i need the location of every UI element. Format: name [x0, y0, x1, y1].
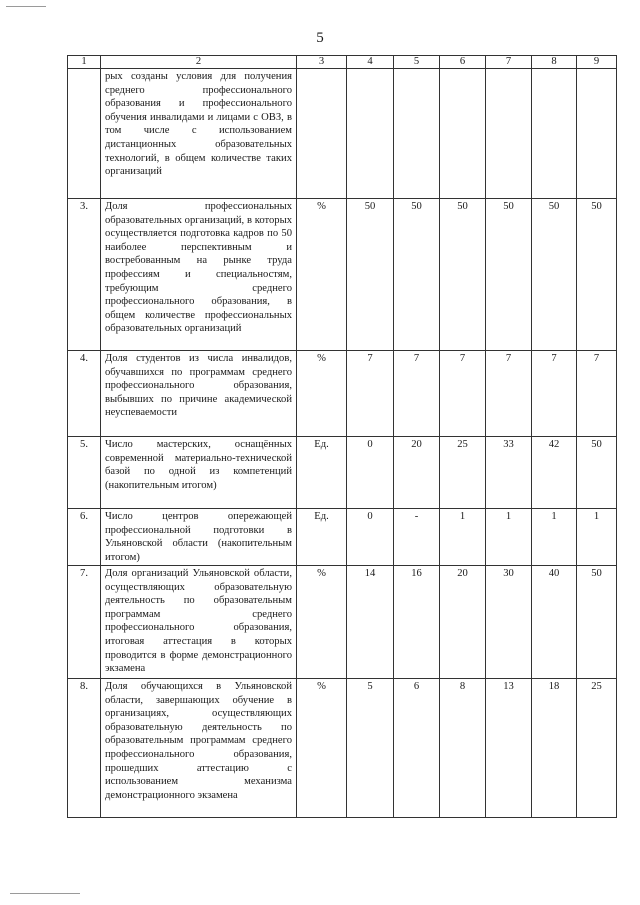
- row-number-cell: 7.: [68, 566, 101, 679]
- value-cell: 18: [532, 679, 577, 818]
- value-cell: 7: [440, 351, 486, 437]
- unit-cell: %: [297, 566, 347, 679]
- indicator-text-cell: Доля обучающихся в Ульяновской области, завершающих обучение в организациях, осуществляющих образовательную деятельность по образовательным программам среднего профессионального образования, прошедших аттестацию с использованием механизма демонстрационного экзамена: [101, 679, 297, 818]
- value-cell: 25: [440, 437, 486, 509]
- value-cell: 7: [486, 351, 532, 437]
- header-cell: 6: [440, 56, 486, 69]
- table-row: [68, 69, 617, 199]
- indicator-text-cell: рых созданы условия для получения среднего профессионального образования и профессионального обучения инвалидами и лицами с ОВЗ, в том числе с использованием дистанционных образовательных технологий, в общем количестве таких организаций: [101, 69, 297, 199]
- value-cell: 16: [394, 566, 440, 679]
- row-number-cell: 4.: [68, 351, 101, 437]
- value-cell: 14: [347, 566, 394, 679]
- header-cell: 4: [347, 56, 394, 69]
- value-cell: 42: [532, 437, 577, 509]
- value-cell: 20: [440, 566, 486, 679]
- header-cell: 2: [101, 56, 297, 69]
- indicator-text-cell: Доля организаций Ульяновской области, осуществляющих образовательную деятельность по образовательным программам среднего профессионального образования, итоговая аттестация в которых проводится в форме демонстрационного экзамена: [101, 566, 297, 679]
- unit-cell: Ед.: [297, 437, 347, 509]
- value-cell: 13: [486, 679, 532, 818]
- value-cell: 50: [440, 199, 486, 351]
- table-row: [68, 509, 617, 566]
- header-cell: 8: [532, 56, 577, 69]
- unit-cell: [297, 69, 347, 199]
- header-cell: 3: [297, 56, 347, 69]
- table-row: [68, 199, 617, 351]
- value-cell: [486, 69, 532, 199]
- table-row: [68, 351, 617, 437]
- value-cell: -: [394, 509, 440, 566]
- indicator-text-cell: Доля профессиональных образовательных организаций, в которых осуществляется подготовка кадров по 50 наиболее перспективным и востребованным на рынке труда профессиям и специальностям, требующим среднего профессионального образования, в общем количестве профессиональных образовательных организаций: [101, 199, 297, 351]
- table-row: [68, 437, 617, 509]
- value-cell: 50: [347, 199, 394, 351]
- unit-cell: %: [297, 679, 347, 818]
- value-cell: 5: [347, 679, 394, 818]
- value-cell: [532, 69, 577, 199]
- value-cell: 50: [577, 199, 617, 351]
- header-cell: 9: [577, 56, 617, 69]
- value-cell: 7: [532, 351, 577, 437]
- table-row: [68, 566, 617, 679]
- header-cell: 5: [394, 56, 440, 69]
- value-cell: 0: [347, 509, 394, 566]
- value-cell: [347, 69, 394, 199]
- value-cell: 0: [347, 437, 394, 509]
- value-cell: 8: [440, 679, 486, 818]
- indicator-text-cell: Число мастерских, оснащённых современной материально-технической базой по одной из компетенций (накопительным итогом): [101, 437, 297, 509]
- row-number-cell: 6.: [68, 509, 101, 566]
- value-cell: [394, 69, 440, 199]
- value-cell: 50: [394, 199, 440, 351]
- value-cell: 50: [486, 199, 532, 351]
- value-cell: 25: [577, 679, 617, 818]
- header-cell: 7: [486, 56, 532, 69]
- table-row: [68, 679, 617, 818]
- header-cell: 1: [68, 56, 101, 69]
- value-cell: 6: [394, 679, 440, 818]
- value-cell: 50: [532, 199, 577, 351]
- value-cell: 7: [347, 351, 394, 437]
- indicator-text-cell: Доля студентов из числа инвалидов, обучавшихся по программам среднего профессионального образования, выбывших по причине академической неуспеваемости: [101, 351, 297, 437]
- value-cell: [577, 69, 617, 199]
- value-cell: 33: [486, 437, 532, 509]
- value-cell: 1: [532, 509, 577, 566]
- value-cell: 1: [486, 509, 532, 566]
- unit-cell: Ед.: [297, 509, 347, 566]
- value-cell: 1: [577, 509, 617, 566]
- scan-mark-bottom-left: [10, 893, 80, 894]
- unit-cell: %: [297, 351, 347, 437]
- value-cell: 20: [394, 437, 440, 509]
- scan-mark-top-left: [6, 6, 46, 7]
- indicators-table: [67, 55, 617, 818]
- row-number-cell: 5.: [68, 437, 101, 509]
- value-cell: [440, 69, 486, 199]
- table-header-row: [68, 56, 617, 69]
- page-number: 5: [316, 30, 324, 46]
- value-cell: 50: [577, 437, 617, 509]
- row-number-cell: [68, 69, 101, 199]
- indicator-text-cell: Число центров опережающей профессиональной подготовки в Ульяновской области (накопительным итогом): [101, 509, 297, 566]
- unit-cell: %: [297, 199, 347, 351]
- value-cell: 7: [577, 351, 617, 437]
- value-cell: 30: [486, 566, 532, 679]
- value-cell: 50: [577, 566, 617, 679]
- value-cell: 40: [532, 566, 577, 679]
- row-number-cell: 8.: [68, 679, 101, 818]
- value-cell: 7: [394, 351, 440, 437]
- row-number-cell: 3.: [68, 199, 101, 351]
- value-cell: 1: [440, 509, 486, 566]
